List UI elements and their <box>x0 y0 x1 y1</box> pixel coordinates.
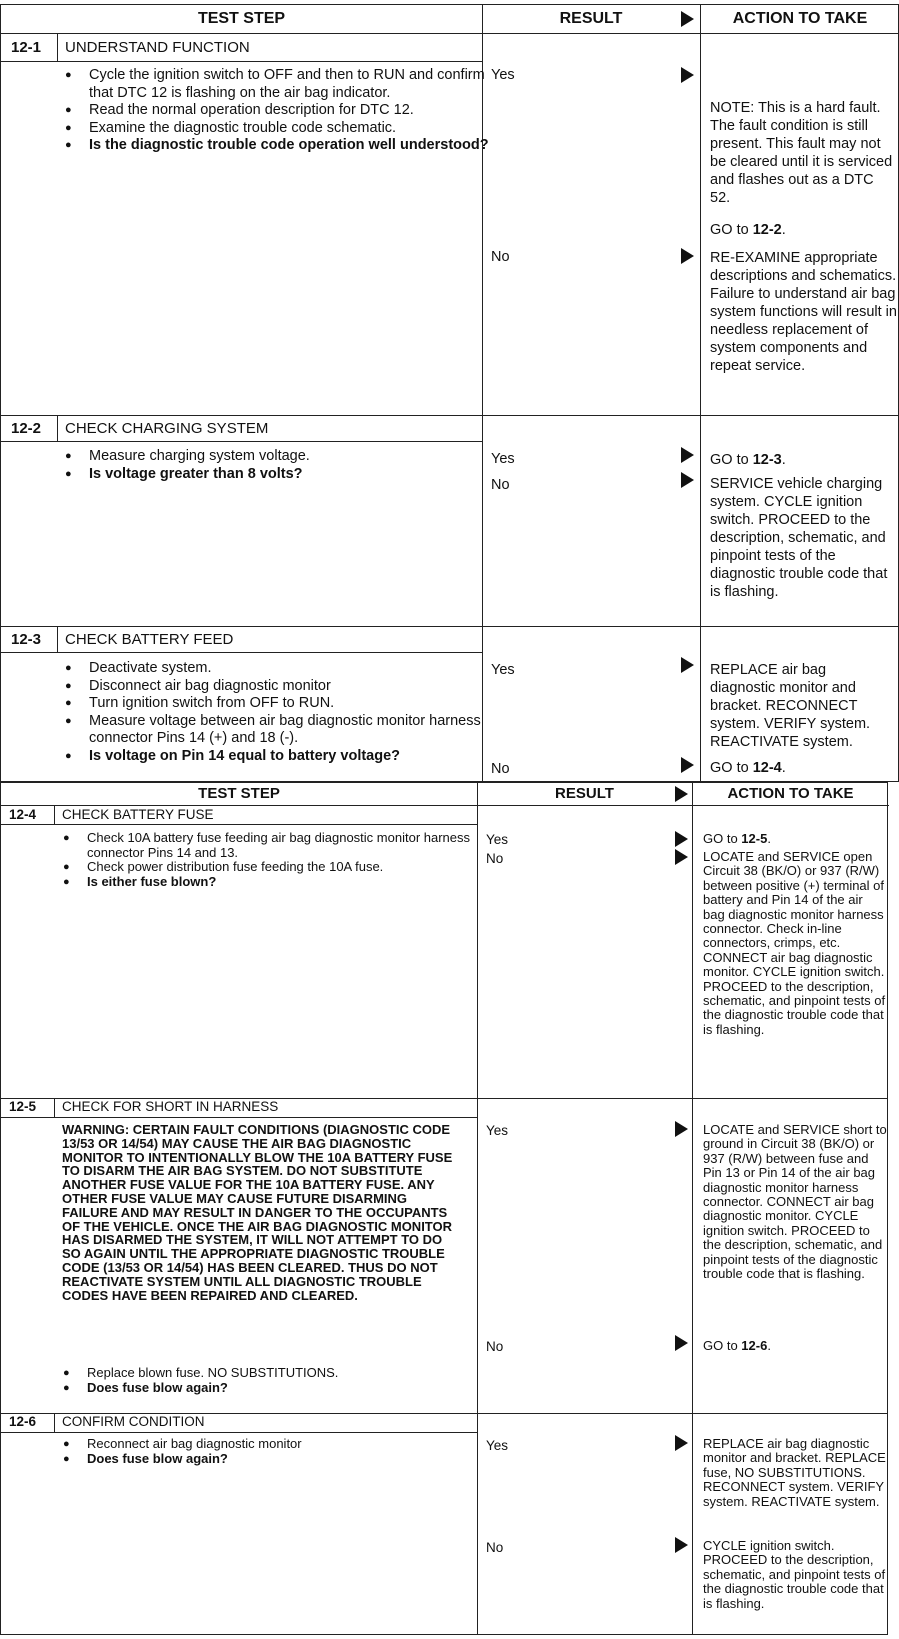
result-no: No <box>491 249 510 265</box>
arrow-icon <box>681 657 694 673</box>
header-action: ACTION TO TAKE <box>692 783 889 806</box>
list-item: ● Replace blown fuse. NO SUBSTITUTIONS. <box>87 1366 487 1381</box>
result-no: No <box>491 761 510 777</box>
arrow-icon <box>681 447 694 463</box>
step-bullets <box>63 67 489 155</box>
step-bullets <box>61 1366 487 1395</box>
header-arrow-icon <box>681 11 694 27</box>
step-title: CHECK BATTERY FEED <box>65 631 234 648</box>
list-item: ● Is voltage on Pin 14 equal to battery voltage? <box>89 748 489 766</box>
action-no: GO to 12-4. <box>710 760 786 776</box>
action-yes: GO to 12-2. <box>710 222 786 238</box>
step-bullets <box>63 448 489 483</box>
header-test-step: TEST STEP <box>1 783 477 806</box>
diagnostic-table-1 <box>0 4 899 782</box>
header-action: ACTION TO TAKE <box>700 5 899 34</box>
step-title: CHECK BATTERY FUSE <box>62 807 214 822</box>
list-item: ● Examine the diagnostic trouble code schematic. <box>89 120 489 138</box>
action-no: LOCATE and SERVICE open Circuit 38 (BK/O) or 937 (R/W) between positive (+) terminal of battery and Pin 14 of the air bag diagnostic monitor harness connector. Check in-line connectors, crimps, etc. CONNECT air bag diagnostic monitor. CYCLE ignition switch. PROCEED to the description, schematic, and pinpoint tests of the diagnostic trouble code that is flashing. <box>703 849 886 1037</box>
header-arrow-icon <box>675 786 688 802</box>
action-no: CYCLE ignition switch. PROCEED to the description, schematic, and pinpoint tests of the diagnostic trouble code that is flashing. <box>703 1538 886 1611</box>
list-item: ● Deactivate system. <box>89 660 489 678</box>
action-yes: GO to 12-5. <box>703 831 771 846</box>
step-bullets <box>61 1437 487 1466</box>
arrow-icon <box>681 472 694 488</box>
action-no: GO to 12-6. <box>703 1338 771 1353</box>
list-item: ● Turn ignition switch from OFF to RUN. <box>89 695 489 713</box>
result-no: No <box>486 851 504 866</box>
step-number: 12-4 <box>9 807 37 822</box>
list-item: ● Is voltage greater than 8 volts? <box>89 466 489 484</box>
result-yes: Yes <box>486 832 509 847</box>
diagnostic-table-2 <box>0 782 888 1635</box>
step-title: UNDERSTAND FUNCTION <box>65 39 250 56</box>
step-number: 12-2 <box>11 420 42 437</box>
step-number: 12-1 <box>11 39 42 56</box>
action-no: SERVICE vehicle charging system. CYCLE ignition switch. PROCEED to the description, schematic, and pinpoint tests of the diagnostic trouble code that is flashing. <box>710 476 888 600</box>
list-item: ● Check power distribution fuse feeding the 10A fuse. <box>87 860 487 875</box>
header-result: RESULT <box>482 5 700 34</box>
arrow-icon <box>675 1335 688 1351</box>
action-yes: LOCATE and SERVICE short to ground in Circuit 38 (BK/O) or 937 (R/W) between fuse and Pin 13 or Pin 14 of the air bag diagnostic monitor harness connector. CONNECT air bag diagnostic monitor. CYCLE ignition switch. PROCEED to the description, schematic, and pinpoint tests of the diagnostic trouble code that is flashing. <box>703 1122 887 1282</box>
note-text: NOTE: This is a hard fault. The fault condition is still present. This fault may not be cleared until it is serviced and flashes out as a DTC 52. <box>710 100 893 206</box>
step-number: 12-3 <box>11 631 42 648</box>
action-yes: REPLACE air bag diagnostic monitor and bracket. REPLACE fuse, NO SUBSTITUTIONS. RECONNECT system. VERIFY system. REACTIVATE system. <box>703 1436 886 1509</box>
step-number: 12-5 <box>9 1099 37 1114</box>
arrow-icon <box>675 1121 688 1137</box>
list-item: ● Check 10A battery fuse feeding air bag diagnostic monitor harness connector Pins 14 and 13. <box>87 831 487 860</box>
header-test-step: TEST STEP <box>1 5 482 34</box>
list-item: ● Reconnect air bag diagnostic monitor <box>87 1437 487 1452</box>
step-bullets <box>61 831 487 889</box>
result-yes: Yes <box>491 451 515 467</box>
list-item: ● Read the normal operation description for DTC 12. <box>89 102 489 120</box>
arrow-icon <box>675 1537 688 1553</box>
list-item: ● Cycle the ignition switch to OFF and then to RUN and confirm that DTC 12 is flashing on the air bag indicator. <box>89 67 489 102</box>
action-no: RE-EXAMINE appropriate descriptions and schematics. Failure to understand air bag system functions will result in needless replacement of system components and repeat service. <box>710 250 897 374</box>
result-yes: Yes <box>491 662 515 678</box>
list-item: ● Does fuse blow again? <box>87 1452 487 1467</box>
list-item: ● Measure charging system voltage. <box>89 448 489 466</box>
arrow-icon <box>675 1435 688 1451</box>
step-number: 12-6 <box>9 1414 37 1429</box>
list-item: ● Is the diagnostic trouble code operation well understood? <box>89 137 489 155</box>
warning-text: WARNING: CERTAIN FAULT CONDITIONS (DIAGNOSTIC CODE 13/53 OR 14/54) MAY CAUSE THE AIR BAG DIAGNOSTIC MONITOR TO INTENTIONALLY BLOW THE 10A BATTERY FUSE TO DISARM THE AIR BAG SYSTEM. DO NOT SUBSTITUTE ANOTHER FUSE VALUE FOR THE 10A BATTERY FUSE. ANY OTHER FUSE VALUE MAY CAUSE FUTURE DISARMING FAILURE AND MAY RESULT IN DANGER TO THE OCCUPANTS OF THE VEHICLE. ONCE THE AIR BAG DIAGNOSTIC MONITOR HAS DISARMED THE SYSTEM, IT WILL NOT ATTEMPT TO DO SO AGAIN UNTIL THE APPROPRIATE DIAGNOSTIC TROUBLE CODE (13/53 OR 14/54) HAS BEEN CLEARED. THUS DO NOT REACTIVATE SYSTEM UNTIL ALL DIAGNOSTIC TROUBLE CODES HAVE BEEN REPAIRED AND CLEARED. <box>62 1122 453 1303</box>
header-result: RESULT <box>477 783 692 806</box>
arrow-icon <box>681 67 694 83</box>
list-item: ● Is either fuse blown? <box>87 875 487 890</box>
result-yes: Yes <box>491 67 515 83</box>
step-title: CHECK CHARGING SYSTEM <box>65 420 269 437</box>
arrow-icon <box>681 248 694 264</box>
result-yes: Yes <box>486 1123 509 1138</box>
list-item: ● Measure voltage between air bag diagnostic monitor harness connector Pins 14 (+) and 18 (-). <box>89 713 489 748</box>
result-no: No <box>491 477 510 493</box>
arrow-icon <box>675 831 688 847</box>
step-title: CONFIRM CONDITION <box>62 1414 205 1429</box>
arrow-icon <box>681 757 694 773</box>
step-bullets <box>63 660 489 765</box>
result-no: No <box>486 1540 504 1555</box>
list-item: ● Disconnect air bag diagnostic monitor <box>89 678 489 696</box>
result-no: No <box>486 1339 504 1354</box>
action-yes: REPLACE air bag diagnostic monitor and bracket. RECONNECT system. VERIFY system. REACTIVATE system. <box>710 662 871 750</box>
result-yes: Yes <box>486 1438 509 1453</box>
step-title: CHECK FOR SHORT IN HARNESS <box>62 1099 279 1114</box>
action-yes: GO to 12-3. <box>710 452 786 468</box>
arrow-icon <box>675 849 688 865</box>
list-item: ● Does fuse blow again? <box>87 1381 487 1396</box>
